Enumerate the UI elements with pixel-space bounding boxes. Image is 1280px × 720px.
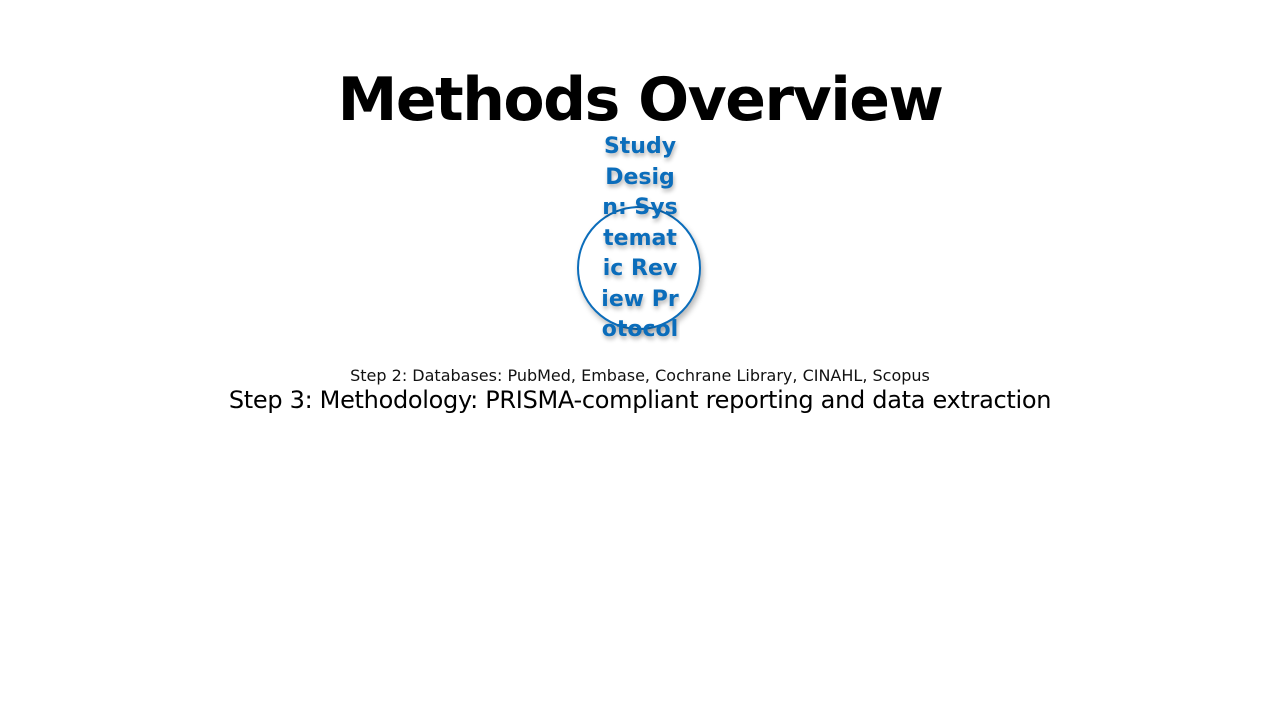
step-2-label: Step 2: Databases: PubMed, Embase, Cochrane Library, CINAHL, Scopus: [350, 366, 930, 385]
step-1-label: Study Design: Systematic Review Protocol: [601, 134, 679, 342]
slide-title: Methods Overview: [337, 65, 943, 135]
step-3-label: Step 3: Methodology: PRISMA-compliant reporting and data extraction: [228, 386, 1052, 414]
